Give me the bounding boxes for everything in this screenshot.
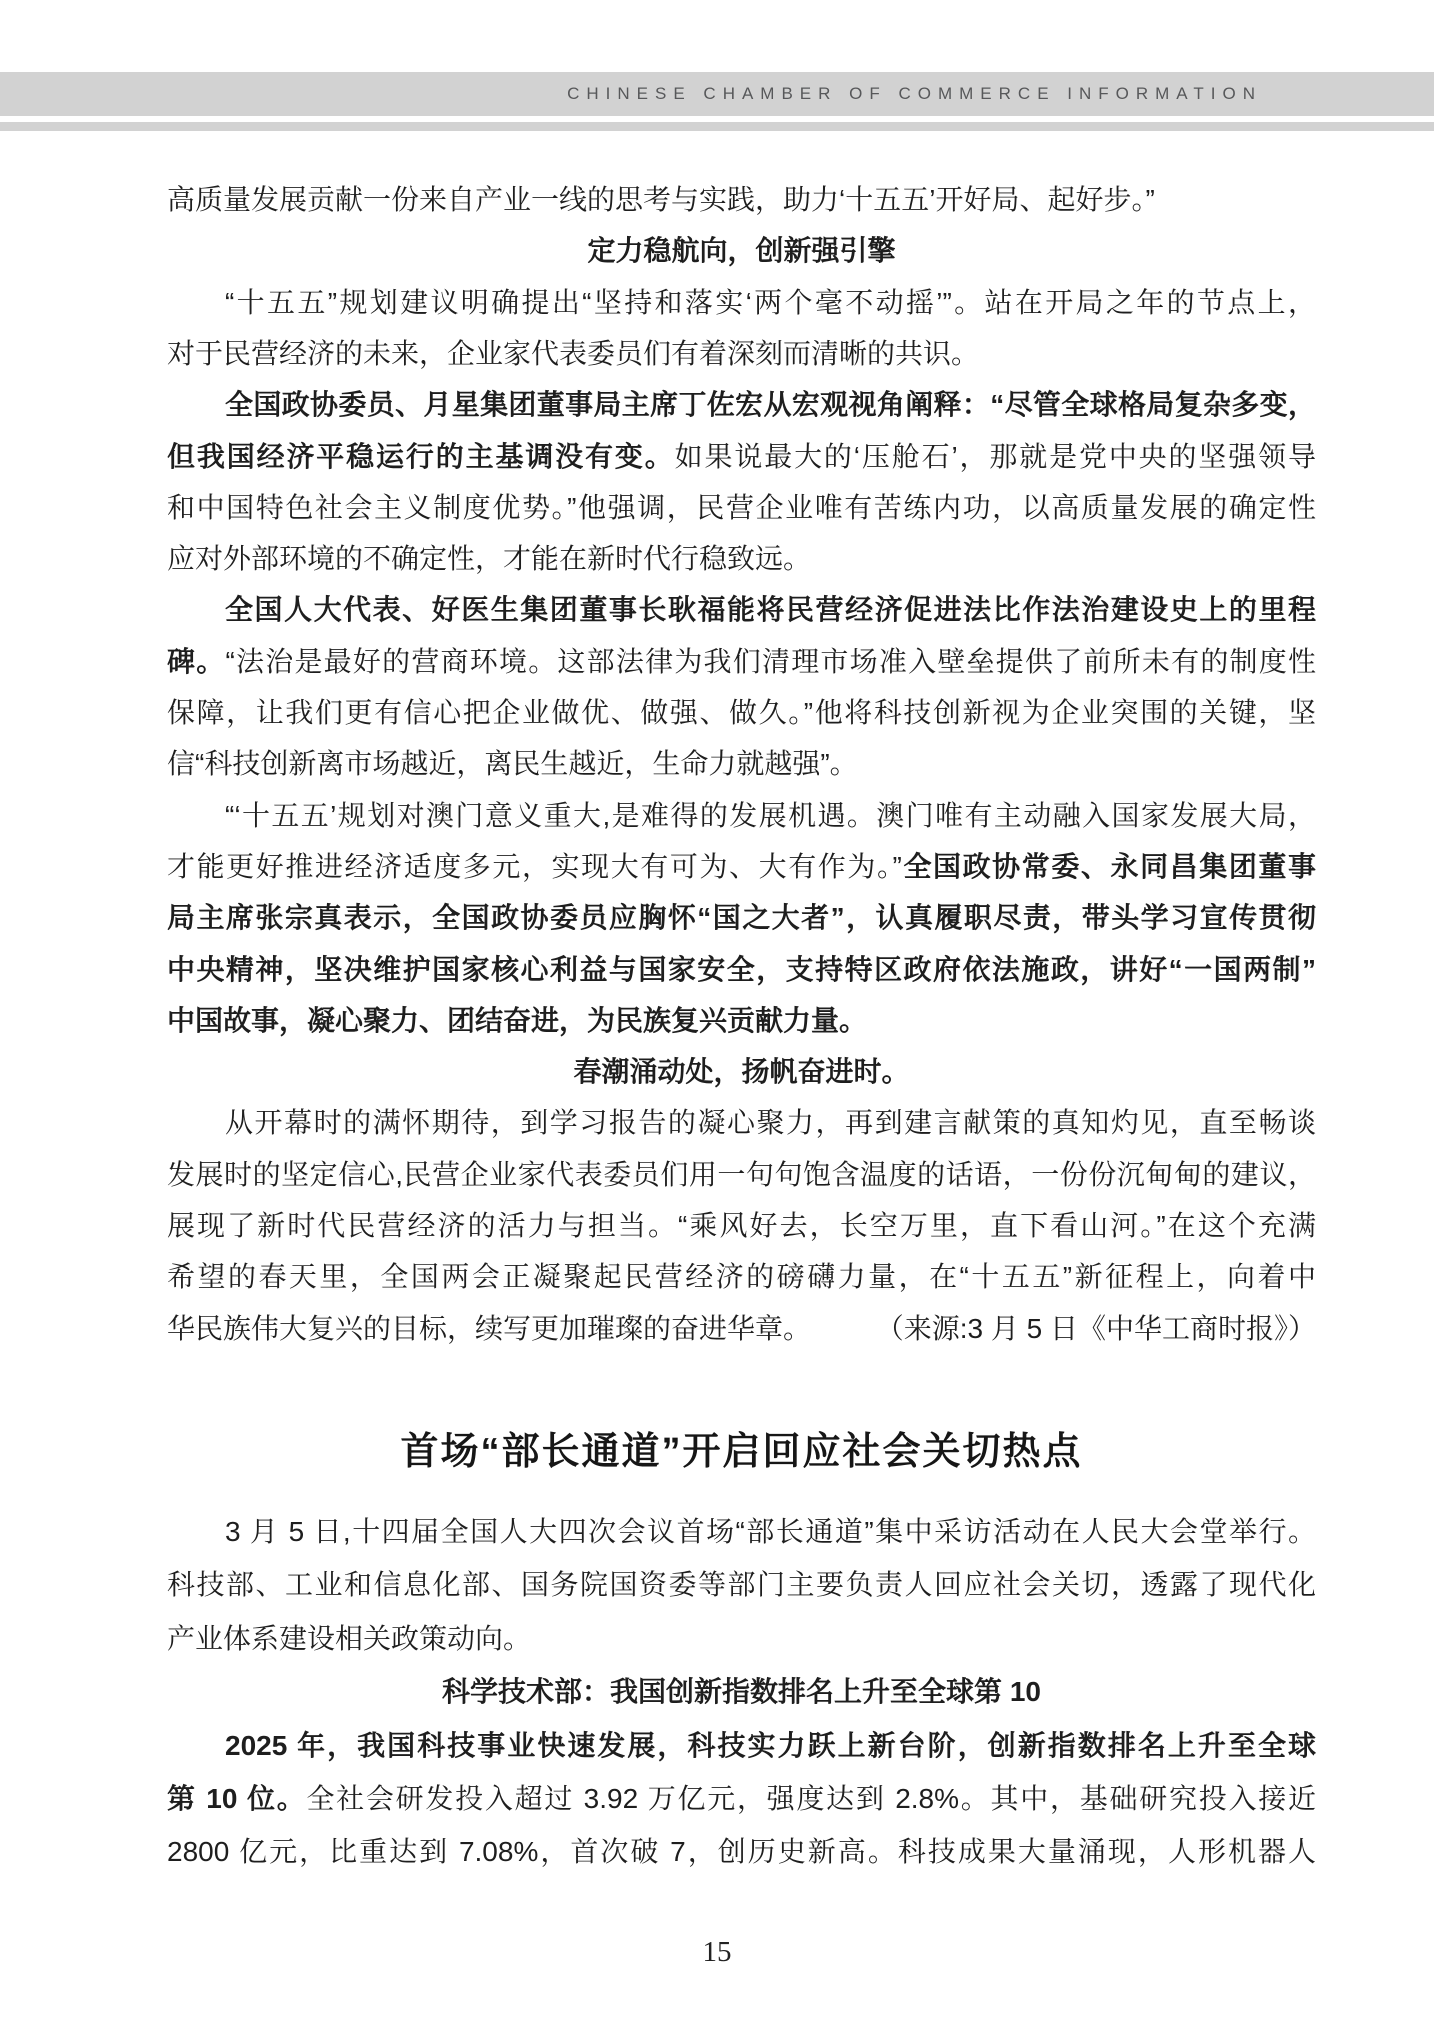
paragraph-line xyxy=(167,1773,1316,1825)
paragraph-line xyxy=(167,790,1316,842)
bold-text: 但我国经济平稳运行的主基调没有变。 xyxy=(167,441,675,472)
paragraph-line xyxy=(167,687,1316,739)
body-text: 才能更好推进经济适度多元，实现大有可为、大有作为。” xyxy=(167,851,902,882)
source-attribution: （来源:3 月 5 日《中华工商时报》） xyxy=(875,1313,1316,1344)
bold-text: 中国故事，凝心聚力、团结奋进，为民族复兴贡献力量。 xyxy=(167,1005,868,1036)
paragraph-line xyxy=(167,1613,1316,1665)
bold-text: 春潮涌动处，扬帆奋进时。 xyxy=(573,1056,910,1087)
paragraph-line xyxy=(167,277,1316,329)
body-text: 对于民营经济的未来，企业家代表委员们有着深刻而清晰的共识。 xyxy=(167,338,980,369)
paragraph-line xyxy=(167,584,1316,636)
paragraph-line xyxy=(167,738,1316,790)
body-text: “十五五”规划建议明确提出“坚持和落实‘两个毫不动摇’”。站在开局之年的节点上， xyxy=(225,287,1316,318)
paragraph-line xyxy=(167,482,1316,534)
bold-text: 中央精神，坚决维护国家核心利益与国家安全，支持特区政府依法施政，讲好“一国两制” xyxy=(167,954,1316,985)
body-text: 展现了新时代民营经济的活力与担当。“乘风好去，长空万里，直下看山河。”在这个充满 xyxy=(167,1210,1316,1241)
bold-text: 全国政协常委、永同昌集团董事 xyxy=(901,851,1316,882)
body-text: 和中国特色社会主义制度优势。”他强调，民营企业唯有苦练内功，以高质量发展的确定性 xyxy=(167,492,1316,523)
body-text: 如果说最大的‘压舱石’，那就是党中央的坚强领导 xyxy=(674,441,1316,472)
body-text: 全社会研发投入超过 3.92 万亿元，强度达到 2.8%。其中，基础研究投入接近 xyxy=(306,1783,1316,1814)
body-text: 产业体系建设相关政策动向。 xyxy=(167,1623,532,1654)
bold-text: 定力稳航向，创新强引擎 xyxy=(587,235,896,266)
bold-text: 全国政协委员、月星集团董事局主席丁佐宏从宏观视角阐释：“尽管全球格局复杂多变， xyxy=(225,389,1316,420)
header-banner-text: CHINESE CHAMBER OF COMMERCE INFORMATION xyxy=(567,84,1262,103)
paragraph-line xyxy=(167,1559,1316,1611)
section-heading xyxy=(167,225,1316,277)
section-heading xyxy=(167,1046,1316,1098)
paragraph-line xyxy=(167,379,1316,431)
paragraph-line-with-source xyxy=(167,1303,1316,1355)
body-text: 2800 亿元，比重达到 7.08%，首次破 7，创历史新高。科技成果大量涌现，人形机器人 xyxy=(167,1836,1316,1867)
paragraph-line xyxy=(167,533,1316,585)
body-text: 保障，让我们更有信心把企业做优、做强、做久。”他将科技创新视为企业突围的关键，坚 xyxy=(167,697,1316,728)
paragraph-line xyxy=(167,1200,1316,1252)
header-banner xyxy=(0,72,1434,116)
paragraph-line xyxy=(167,1506,1316,1558)
page-number: 15 xyxy=(702,1936,732,1968)
bold-text: 全国人大代表、好医生集团董事长耿福能将民营经济促进法比作法治建设史上的里程 xyxy=(225,594,1316,625)
body-text: 高质量发展贡献一份来自产业一线的思考与实践，助力‘十五五’开好局、起好步。” xyxy=(167,184,1155,215)
bold-text: 局主席张宗真表示，全国政协委员应胸怀“国之大者”，认真履职尽责，带头学习宣传贯彻 xyxy=(167,902,1316,933)
paragraph-text: 华民族伟大复兴的目标，续写更加璀璨的奋进华章。 xyxy=(167,1313,812,1344)
body-text: “法治是最好的营商环境。这部法律为我们清理市场准入壁垒提供了前所未有的制度性 xyxy=(225,646,1316,677)
body-text: 应对外部环境的不确定性，才能在新时代行稳致远。 xyxy=(167,543,812,574)
paragraph-line xyxy=(167,841,1316,893)
body-text: 科技部、工业和信息化部、国务院国资委等部门主要负责人回应社会关切，透露了现代化 xyxy=(167,1569,1316,1600)
section-heading xyxy=(167,1666,1316,1718)
bold-text: 科学技术部：我国创新指数排名上升至全球第 10 xyxy=(442,1676,1041,1707)
paragraph-line xyxy=(167,1097,1316,1149)
paragraph-line xyxy=(167,174,1316,226)
paragraph-line xyxy=(167,1826,1316,1878)
article-title: 首场“部长通道”开启回应社会关切热点 xyxy=(400,1431,1083,1473)
paragraph-line xyxy=(167,1149,1316,1201)
body-text: 3 月 5 日,十四届全国人大四次会议首场“部长通道”集中采访活动在人民大会堂举行。 xyxy=(225,1516,1316,1547)
paragraph-line xyxy=(167,944,1316,996)
paragraph-line xyxy=(167,1720,1316,1772)
paragraph-line xyxy=(167,431,1316,483)
paragraph-line xyxy=(167,636,1316,688)
bold-text: 碑。 xyxy=(167,646,226,677)
header-banner-divider xyxy=(0,122,1434,131)
body-text: 信“科技创新离市场越近，离民生越近，生命力就越强”。 xyxy=(167,748,858,779)
body-text: 希望的春天里，全国两会正凝聚起民营经济的磅礴力量，在“十五五”新征程上，向着中 xyxy=(167,1261,1316,1292)
paragraph-line xyxy=(167,328,1316,380)
body-text: 发展时的坚定信心,民营企业家代表委员们用一句句饱含温度的话语，一份份沉甸甸的建议， xyxy=(167,1159,1316,1190)
body-text: 从开幕时的满怀期待，到学习报告的凝心聚力，再到建言献策的真知灼见，直至畅谈 xyxy=(225,1107,1316,1138)
paragraph-line xyxy=(167,995,1316,1047)
bold-text: 2025 年，我国科技事业快速发展，科技实力跃上新台阶，创新指数排名上升至全球 xyxy=(225,1730,1316,1761)
paragraph-line xyxy=(167,892,1316,944)
bold-text: 第 10 位。 xyxy=(167,1783,307,1814)
paragraph-line xyxy=(167,1251,1316,1303)
body-text: “‘十五五’规划对澳门意义重大,是难得的发展机遇。澳门唯有主动融入国家发展大局， xyxy=(225,800,1316,831)
